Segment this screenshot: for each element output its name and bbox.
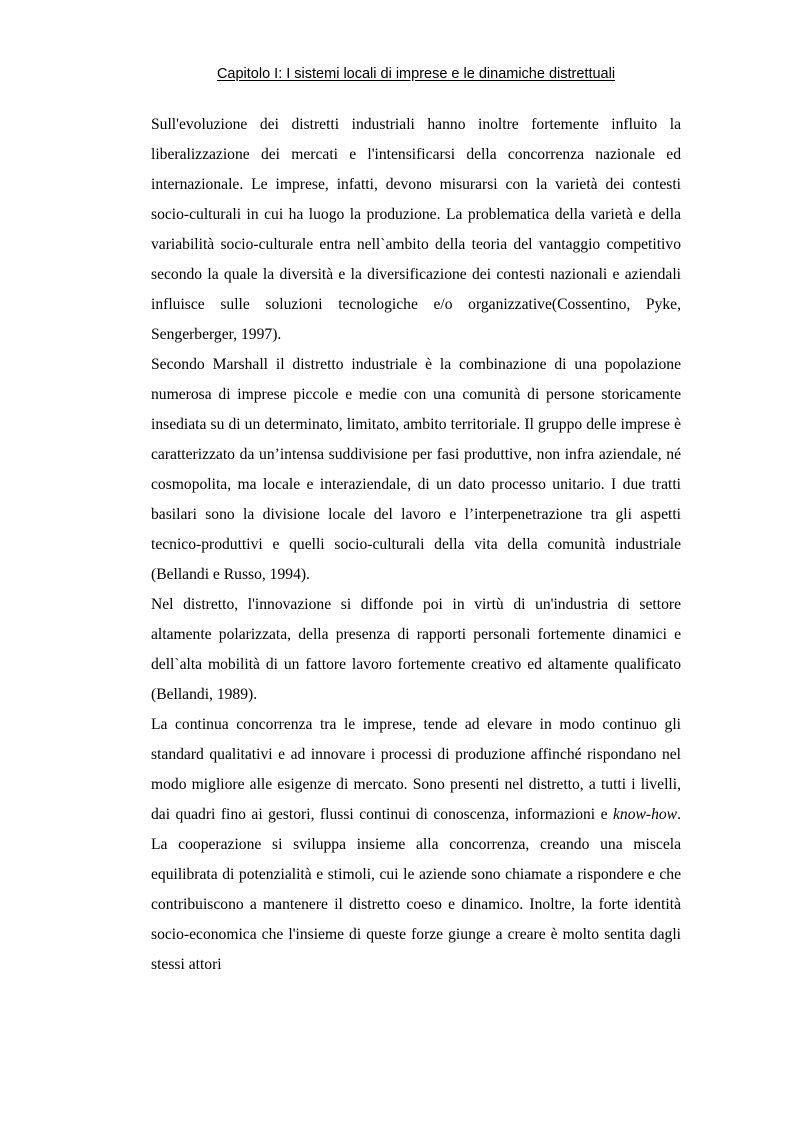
know-how-emphasis: know-how <box>612 806 678 823</box>
chapter-header: Capitolo I: I sistemi locali di imprese e le dinamiche distrettuali <box>216 66 616 82</box>
paragraph-concorrenza <box>151 710 681 980</box>
paragraph-distretti-evoluzione: Sull'evoluzione dei distretti industriali hanno inoltre fortemente influito la liberalizzazione dei mercati e l'intensificarsi della concorrenza nazionale ed internazionale. Le imprese, infatti, devono misurarsi con la varietà dei contesti socio-culturali in cui ha luogo la produzione. La problematica della varietà e della variabilità socio-culturale entra nell`ambito della teoria del vantaggio competitivo secondo la quale la diversità e la diversificazione dei contesti nazionali e aziendali influisce sulle soluzioni tecnologiche e/o organizzative(Cossentino, Pyke, Sengerberger, 1997). <box>151 116 681 343</box>
paragraph-innovazione: Nel distretto, l'innovazione si diffonde poi in virtù di un'industria di settore altamente polarizzata, della presenza di rapporti personali fortemente dinamici e dell`alta mobilità di un fattore lavoro fortemente creativo ed altamente qualificato (Bellandi, 1989). <box>151 596 681 703</box>
paragraph-marshall-definition: Secondo Marshall il distretto industriale è la combinazione di una popolazione numerosa di imprese piccole e medie con una comunità di persone storicamente insediata su di un determinato, limitato, ambito territoriale. Il gruppo delle imprese è caratterizzato da un’intensa suddivisione per fasi produttive, non infra aziendale, né cosmopolita, ma locale e interaziendale, di un dato processo unitario. I due tratti basilari sono la divisione locale del lavoro e l’interpenetrazione tra gli aspetti tecnico-produttivi e quelli socio-culturali della vita della comunità industriale (Bellandi e Russo, 1994). <box>151 356 681 583</box>
body-text <box>151 110 681 980</box>
paragraph-concorrenza-part-2: . La cooperazione si sviluppa insieme alla concorrenza, creando una miscela equilibrata di potenzialità e stimoli, cui le aziende sono chiamate a rispondere e che contribuiscono a mantenere il distretto coeso e dinamico. Inoltre, la forte identità socio-economica che l'insieme di queste forze giunge a creare è molto sentita dagli stessi attori <box>151 806 681 973</box>
paragraph-concorrenza-part-1: La continua concorrenza tra le imprese, tende ad elevare in modo continuo gli standard qualitativi e ad innovare i processi di produzione affinché rispondano nel modo migliore alle esigenze di mercato. Sono presenti nel distretto, a tutti i livelli, dai quadri fino ai gestori, flussi continui di conoscenza, informazioni e <box>151 716 681 823</box>
